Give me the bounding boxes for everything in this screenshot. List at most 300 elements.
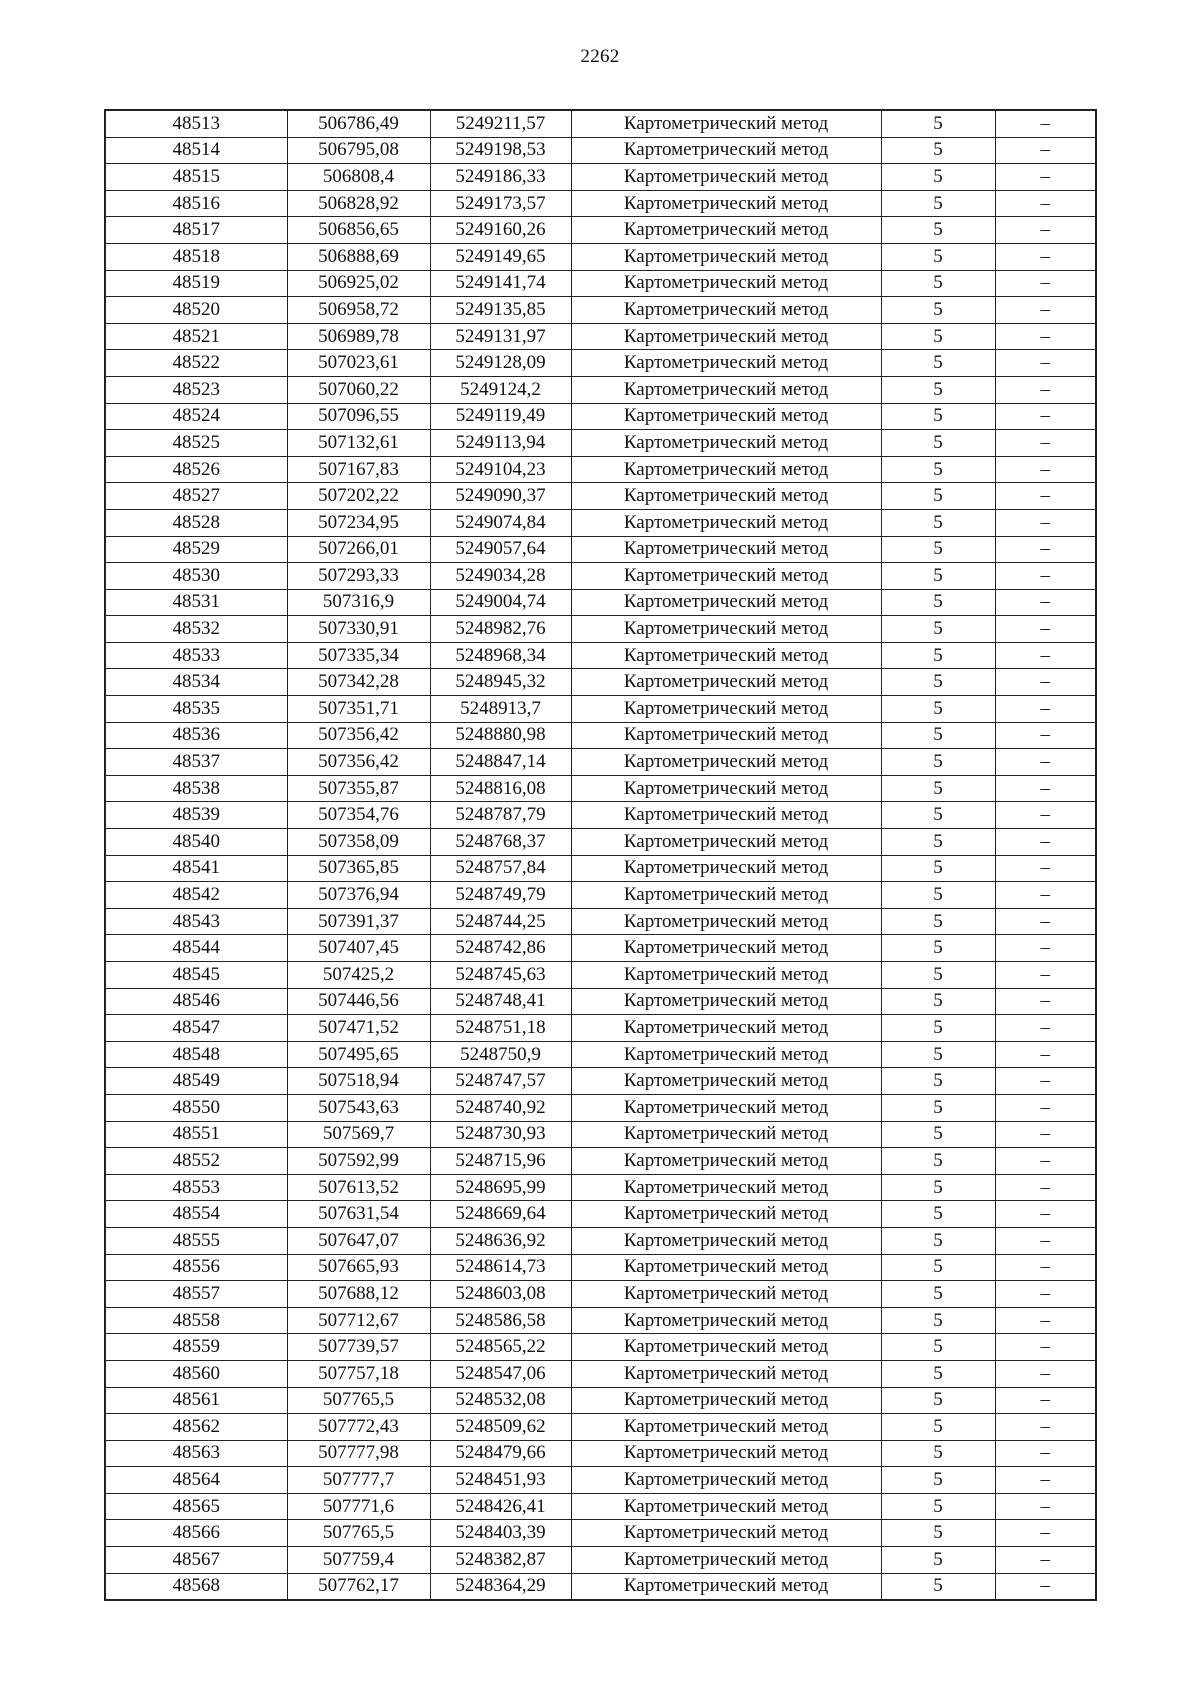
accuracy-cell: 5 — [881, 1334, 995, 1361]
accuracy-cell: 5 — [881, 935, 995, 962]
x-coordinate-cell: 507543,63 — [287, 1094, 430, 1121]
method-cell: Картометрический метод — [571, 1015, 881, 1042]
description-cell: – — [995, 935, 1096, 962]
table-row — [105, 456, 1096, 483]
point-number-cell: 48566 — [105, 1520, 287, 1547]
table-row — [105, 297, 1096, 324]
method-cell: Картометрический метод — [571, 110, 881, 137]
accuracy-cell: 5 — [881, 536, 995, 563]
table-row — [105, 669, 1096, 696]
y-coordinate-cell: 5248547,06 — [430, 1360, 571, 1387]
x-coordinate-cell: 507613,52 — [287, 1174, 430, 1201]
y-coordinate-cell: 5249198,53 — [430, 137, 571, 164]
y-coordinate-cell: 5248913,7 — [430, 696, 571, 723]
y-coordinate-cell: 5249090,37 — [430, 483, 571, 510]
y-coordinate-cell: 5248982,76 — [430, 616, 571, 643]
point-number-cell: 48556 — [105, 1254, 287, 1281]
accuracy-cell: 5 — [881, 1493, 995, 1520]
description-cell: – — [995, 1414, 1096, 1441]
x-coordinate-cell: 507354,76 — [287, 802, 430, 829]
description-cell: – — [995, 1015, 1096, 1042]
method-cell: Картометрический метод — [571, 962, 881, 989]
table-row — [105, 536, 1096, 563]
x-coordinate-cell: 507132,61 — [287, 430, 430, 457]
x-coordinate-cell: 507771,6 — [287, 1493, 430, 1520]
y-coordinate-cell: 5248509,62 — [430, 1414, 571, 1441]
description-cell: – — [995, 376, 1096, 403]
x-coordinate-cell: 507316,9 — [287, 589, 430, 616]
table-row — [105, 1094, 1096, 1121]
description-cell: – — [995, 1068, 1096, 1095]
y-coordinate-cell: 5248757,84 — [430, 855, 571, 882]
x-coordinate-cell: 507023,61 — [287, 350, 430, 377]
table-body — [105, 110, 1096, 1600]
point-number-cell: 48540 — [105, 829, 287, 856]
point-number-cell: 48563 — [105, 1440, 287, 1467]
y-coordinate-cell: 5249119,49 — [430, 403, 571, 430]
point-number-cell: 48545 — [105, 962, 287, 989]
description-cell: – — [995, 297, 1096, 324]
method-cell: Картометрический метод — [571, 1148, 881, 1175]
description-cell: – — [995, 1307, 1096, 1334]
accuracy-cell: 5 — [881, 1440, 995, 1467]
point-number-cell: 48521 — [105, 323, 287, 350]
y-coordinate-cell: 5248742,86 — [430, 935, 571, 962]
method-cell: Картометрический метод — [571, 164, 881, 191]
description-cell: – — [995, 1041, 1096, 1068]
accuracy-cell: 5 — [881, 137, 995, 164]
accuracy-cell: 5 — [881, 642, 995, 669]
x-coordinate-cell: 506828,92 — [287, 190, 430, 217]
x-coordinate-cell: 506989,78 — [287, 323, 430, 350]
y-coordinate-cell: 5249173,57 — [430, 190, 571, 217]
description-cell: – — [995, 1467, 1096, 1494]
method-cell: Картометрический метод — [571, 1174, 881, 1201]
accuracy-cell: 5 — [881, 1068, 995, 1095]
point-number-cell: 48549 — [105, 1068, 287, 1095]
table-row — [105, 376, 1096, 403]
x-coordinate-cell: 507425,2 — [287, 962, 430, 989]
table-row — [105, 1148, 1096, 1175]
y-coordinate-cell: 5249160,26 — [430, 217, 571, 244]
description-cell: – — [995, 217, 1096, 244]
point-number-cell: 48546 — [105, 988, 287, 1015]
description-cell: – — [995, 483, 1096, 510]
method-cell: Картометрический метод — [571, 403, 881, 430]
y-coordinate-cell: 5248816,08 — [430, 775, 571, 802]
description-cell: – — [995, 137, 1096, 164]
page-number: 2262 — [580, 46, 620, 67]
accuracy-cell: 5 — [881, 988, 995, 1015]
x-coordinate-cell: 507647,07 — [287, 1227, 430, 1254]
accuracy-cell: 5 — [881, 1094, 995, 1121]
table-row — [105, 696, 1096, 723]
description-cell: – — [995, 323, 1096, 350]
point-number-cell: 48562 — [105, 1414, 287, 1441]
description-cell: – — [995, 589, 1096, 616]
description-cell: – — [995, 1094, 1096, 1121]
x-coordinate-cell: 507518,94 — [287, 1068, 430, 1095]
method-cell: Картометрический метод — [571, 563, 881, 590]
x-coordinate-cell: 507777,7 — [287, 1467, 430, 1494]
accuracy-cell: 5 — [881, 962, 995, 989]
point-number-cell: 48520 — [105, 297, 287, 324]
table-row — [105, 722, 1096, 749]
x-coordinate-cell: 507342,28 — [287, 669, 430, 696]
point-number-cell: 48554 — [105, 1201, 287, 1228]
table-row — [105, 988, 1096, 1015]
description-cell: – — [995, 430, 1096, 457]
table-row — [105, 1467, 1096, 1494]
accuracy-cell: 5 — [881, 1121, 995, 1148]
table-row — [105, 589, 1096, 616]
method-cell: Картометрический метод — [571, 1201, 881, 1228]
accuracy-cell: 5 — [881, 1387, 995, 1414]
y-coordinate-cell: 5249104,23 — [430, 456, 571, 483]
method-cell: Картометрический метод — [571, 190, 881, 217]
point-number-cell: 48527 — [105, 483, 287, 510]
description-cell: – — [995, 855, 1096, 882]
table-row — [105, 1414, 1096, 1441]
table-row — [105, 802, 1096, 829]
table-row — [105, 217, 1096, 244]
y-coordinate-cell: 5248586,58 — [430, 1307, 571, 1334]
method-cell: Картометрический метод — [571, 297, 881, 324]
accuracy-cell: 5 — [881, 270, 995, 297]
table-row — [105, 1360, 1096, 1387]
point-number-cell: 48523 — [105, 376, 287, 403]
point-number-cell: 48524 — [105, 403, 287, 430]
method-cell: Картометрический метод — [571, 1493, 881, 1520]
method-cell: Картометрический метод — [571, 350, 881, 377]
accuracy-cell: 5 — [881, 722, 995, 749]
x-coordinate-cell: 507777,98 — [287, 1440, 430, 1467]
table-row — [105, 642, 1096, 669]
table-row — [105, 1174, 1096, 1201]
method-cell: Картометрический метод — [571, 243, 881, 270]
description-cell: – — [995, 1547, 1096, 1574]
y-coordinate-cell: 5249128,09 — [430, 350, 571, 377]
x-coordinate-cell: 507351,71 — [287, 696, 430, 723]
accuracy-cell: 5 — [881, 509, 995, 536]
point-number-cell: 48548 — [105, 1041, 287, 1068]
y-coordinate-cell: 5248426,41 — [430, 1493, 571, 1520]
y-coordinate-cell: 5248479,66 — [430, 1440, 571, 1467]
x-coordinate-cell: 507407,45 — [287, 935, 430, 962]
accuracy-cell: 5 — [881, 430, 995, 457]
method-cell: Картометрический метод — [571, 749, 881, 776]
x-coordinate-cell: 507096,55 — [287, 403, 430, 430]
method-cell: Картометрический метод — [571, 323, 881, 350]
x-coordinate-cell: 506856,65 — [287, 217, 430, 244]
accuracy-cell: 5 — [881, 1520, 995, 1547]
y-coordinate-cell: 5249034,28 — [430, 563, 571, 590]
table-row — [105, 563, 1096, 590]
point-number-cell: 48522 — [105, 350, 287, 377]
table-row — [105, 1281, 1096, 1308]
x-coordinate-cell: 507335,34 — [287, 642, 430, 669]
accuracy-cell: 5 — [881, 483, 995, 510]
x-coordinate-cell: 506786,49 — [287, 110, 430, 137]
y-coordinate-cell: 5249131,97 — [430, 323, 571, 350]
accuracy-cell: 5 — [881, 775, 995, 802]
method-cell: Картометрический метод — [571, 1360, 881, 1387]
y-coordinate-cell: 5249211,57 — [430, 110, 571, 137]
method-cell: Картометрический метод — [571, 616, 881, 643]
accuracy-cell: 5 — [881, 217, 995, 244]
y-coordinate-cell: 5248403,39 — [430, 1520, 571, 1547]
table-row — [105, 1493, 1096, 1520]
x-coordinate-cell: 507471,52 — [287, 1015, 430, 1042]
table-row — [105, 243, 1096, 270]
method-cell: Картометрический метод — [571, 456, 881, 483]
accuracy-cell: 5 — [881, 908, 995, 935]
table-row — [105, 190, 1096, 217]
accuracy-cell: 5 — [881, 376, 995, 403]
description-cell: – — [995, 908, 1096, 935]
y-coordinate-cell: 5249004,74 — [430, 589, 571, 616]
x-coordinate-cell: 506888,69 — [287, 243, 430, 270]
method-cell: Картометрический метод — [571, 1467, 881, 1494]
point-number-cell: 48513 — [105, 110, 287, 137]
description-cell: – — [995, 403, 1096, 430]
x-coordinate-cell: 507772,43 — [287, 1414, 430, 1441]
y-coordinate-cell: 5248880,98 — [430, 722, 571, 749]
x-coordinate-cell: 507391,37 — [287, 908, 430, 935]
y-coordinate-cell: 5249057,64 — [430, 536, 571, 563]
y-coordinate-cell: 5249124,2 — [430, 376, 571, 403]
description-cell: – — [995, 1201, 1096, 1228]
x-coordinate-cell: 507712,67 — [287, 1307, 430, 1334]
point-number-cell: 48552 — [105, 1148, 287, 1175]
point-number-cell: 48519 — [105, 270, 287, 297]
point-number-cell: 48561 — [105, 1387, 287, 1414]
description-cell: – — [995, 1493, 1096, 1520]
point-number-cell: 48516 — [105, 190, 287, 217]
x-coordinate-cell: 507234,95 — [287, 509, 430, 536]
point-number-cell: 48517 — [105, 217, 287, 244]
y-coordinate-cell: 5248787,79 — [430, 802, 571, 829]
description-cell: – — [995, 882, 1096, 909]
method-cell: Картометрический метод — [571, 935, 881, 962]
description-cell: – — [995, 536, 1096, 563]
x-coordinate-cell: 507376,94 — [287, 882, 430, 909]
accuracy-cell: 5 — [881, 1307, 995, 1334]
table-row — [105, 616, 1096, 643]
accuracy-cell: 5 — [881, 829, 995, 856]
method-cell: Картометрический метод — [571, 483, 881, 510]
accuracy-cell: 5 — [881, 1547, 995, 1574]
description-cell: – — [995, 563, 1096, 590]
point-number-cell: 48534 — [105, 669, 287, 696]
method-cell: Картометрический метод — [571, 270, 881, 297]
description-cell: – — [995, 243, 1096, 270]
point-number-cell: 48525 — [105, 430, 287, 457]
description-cell: – — [995, 350, 1096, 377]
point-number-cell: 48551 — [105, 1121, 287, 1148]
accuracy-cell: 5 — [881, 350, 995, 377]
accuracy-cell: 5 — [881, 1360, 995, 1387]
table-row — [105, 1227, 1096, 1254]
x-coordinate-cell: 507495,65 — [287, 1041, 430, 1068]
table-row — [105, 1573, 1096, 1600]
y-coordinate-cell: 5248382,87 — [430, 1547, 571, 1574]
table-row — [105, 1307, 1096, 1334]
x-coordinate-cell: 506808,4 — [287, 164, 430, 191]
point-number-cell: 48537 — [105, 749, 287, 776]
y-coordinate-cell: 5249074,84 — [430, 509, 571, 536]
table-row — [105, 1041, 1096, 1068]
table-row — [105, 1547, 1096, 1574]
method-cell: Картометрический метод — [571, 669, 881, 696]
y-coordinate-cell: 5249186,33 — [430, 164, 571, 191]
description-cell: – — [995, 456, 1096, 483]
point-number-cell: 48533 — [105, 642, 287, 669]
x-coordinate-cell: 507765,5 — [287, 1520, 430, 1547]
method-cell: Картометрический метод — [571, 509, 881, 536]
description-cell: – — [995, 1174, 1096, 1201]
y-coordinate-cell: 5248614,73 — [430, 1254, 571, 1281]
point-number-cell: 48528 — [105, 509, 287, 536]
accuracy-cell: 5 — [881, 323, 995, 350]
table-row — [105, 908, 1096, 935]
y-coordinate-cell: 5248744,25 — [430, 908, 571, 935]
point-number-cell: 48541 — [105, 855, 287, 882]
method-cell: Картометрический метод — [571, 1334, 881, 1361]
description-cell: – — [995, 1440, 1096, 1467]
accuracy-cell: 5 — [881, 297, 995, 324]
point-number-cell: 48530 — [105, 563, 287, 590]
table-row — [105, 323, 1096, 350]
y-coordinate-cell: 5248565,22 — [430, 1334, 571, 1361]
description-cell: – — [995, 642, 1096, 669]
x-coordinate-cell: 507631,54 — [287, 1201, 430, 1228]
method-cell: Картометрический метод — [571, 1547, 881, 1574]
y-coordinate-cell: 5249141,74 — [430, 270, 571, 297]
description-cell: – — [995, 722, 1096, 749]
accuracy-cell: 5 — [881, 855, 995, 882]
point-number-cell: 48526 — [105, 456, 287, 483]
point-number-cell: 48558 — [105, 1307, 287, 1334]
table-row — [105, 1068, 1096, 1095]
y-coordinate-cell: 5248768,37 — [430, 829, 571, 856]
accuracy-cell: 5 — [881, 696, 995, 723]
method-cell: Картометрический метод — [571, 376, 881, 403]
x-coordinate-cell: 507592,99 — [287, 1148, 430, 1175]
description-cell: – — [995, 110, 1096, 137]
point-number-cell: 48547 — [105, 1015, 287, 1042]
table-row — [105, 935, 1096, 962]
y-coordinate-cell: 5248715,96 — [430, 1148, 571, 1175]
y-coordinate-cell: 5248745,63 — [430, 962, 571, 989]
y-coordinate-cell: 5248945,32 — [430, 669, 571, 696]
description-cell: – — [995, 1227, 1096, 1254]
table-row — [105, 829, 1096, 856]
method-cell: Картометрический метод — [571, 829, 881, 856]
point-number-cell: 48565 — [105, 1493, 287, 1520]
y-coordinate-cell: 5249113,94 — [430, 430, 571, 457]
x-coordinate-cell: 507202,22 — [287, 483, 430, 510]
method-cell: Картометрический метод — [571, 1094, 881, 1121]
method-cell: Картометрический метод — [571, 1227, 881, 1254]
accuracy-cell: 5 — [881, 882, 995, 909]
x-coordinate-cell: 507446,56 — [287, 988, 430, 1015]
method-cell: Картометрический метод — [571, 1520, 881, 1547]
x-coordinate-cell: 506925,02 — [287, 270, 430, 297]
y-coordinate-cell: 5248669,64 — [430, 1201, 571, 1228]
y-coordinate-cell: 5248751,18 — [430, 1015, 571, 1042]
method-cell: Картометрический метод — [571, 1281, 881, 1308]
description-cell: – — [995, 775, 1096, 802]
x-coordinate-cell: 507355,87 — [287, 775, 430, 802]
x-coordinate-cell: 507356,42 — [287, 749, 430, 776]
description-cell: – — [995, 988, 1096, 1015]
table-row — [105, 403, 1096, 430]
x-coordinate-cell: 507762,17 — [287, 1573, 430, 1600]
y-coordinate-cell: 5248695,99 — [430, 1174, 571, 1201]
table-row — [105, 882, 1096, 909]
point-number-cell: 48539 — [105, 802, 287, 829]
table-row — [105, 855, 1096, 882]
x-coordinate-cell: 507167,83 — [287, 456, 430, 483]
accuracy-cell: 5 — [881, 1467, 995, 1494]
description-cell: – — [995, 1334, 1096, 1361]
description-cell: – — [995, 1121, 1096, 1148]
point-number-cell: 48535 — [105, 696, 287, 723]
table-row — [105, 430, 1096, 457]
x-coordinate-cell: 507688,12 — [287, 1281, 430, 1308]
y-coordinate-cell: 5248603,08 — [430, 1281, 571, 1308]
method-cell: Картометрический метод — [571, 855, 881, 882]
accuracy-cell: 5 — [881, 669, 995, 696]
table-row — [105, 270, 1096, 297]
x-coordinate-cell: 507665,93 — [287, 1254, 430, 1281]
description-cell: – — [995, 1573, 1096, 1600]
accuracy-cell: 5 — [881, 1174, 995, 1201]
point-number-cell: 48560 — [105, 1360, 287, 1387]
method-cell: Картометрический метод — [571, 802, 881, 829]
y-coordinate-cell: 5248747,57 — [430, 1068, 571, 1095]
accuracy-cell: 5 — [881, 1148, 995, 1175]
x-coordinate-cell: 507739,57 — [287, 1334, 430, 1361]
point-number-cell: 48559 — [105, 1334, 287, 1361]
y-coordinate-cell: 5248636,92 — [430, 1227, 571, 1254]
x-coordinate-cell: 507569,7 — [287, 1121, 430, 1148]
point-number-cell: 48568 — [105, 1573, 287, 1600]
y-coordinate-cell: 5248451,93 — [430, 1467, 571, 1494]
table-row — [105, 350, 1096, 377]
description-cell: – — [995, 1387, 1096, 1414]
method-cell: Картометрический метод — [571, 589, 881, 616]
accuracy-cell: 5 — [881, 164, 995, 191]
description-cell: – — [995, 829, 1096, 856]
point-number-cell: 48536 — [105, 722, 287, 749]
table-row — [105, 1121, 1096, 1148]
point-number-cell: 48515 — [105, 164, 287, 191]
description-cell: – — [995, 802, 1096, 829]
x-coordinate-cell: 507330,91 — [287, 616, 430, 643]
table-row — [105, 1334, 1096, 1361]
method-cell: Картометрический метод — [571, 1307, 881, 1334]
point-number-cell: 48529 — [105, 536, 287, 563]
y-coordinate-cell: 5248730,93 — [430, 1121, 571, 1148]
description-cell: – — [995, 1520, 1096, 1547]
y-coordinate-cell: 5248748,41 — [430, 988, 571, 1015]
description-cell: – — [995, 696, 1096, 723]
accuracy-cell: 5 — [881, 1281, 995, 1308]
y-coordinate-cell: 5248740,92 — [430, 1094, 571, 1121]
method-cell: Картометрический метод — [571, 1414, 881, 1441]
